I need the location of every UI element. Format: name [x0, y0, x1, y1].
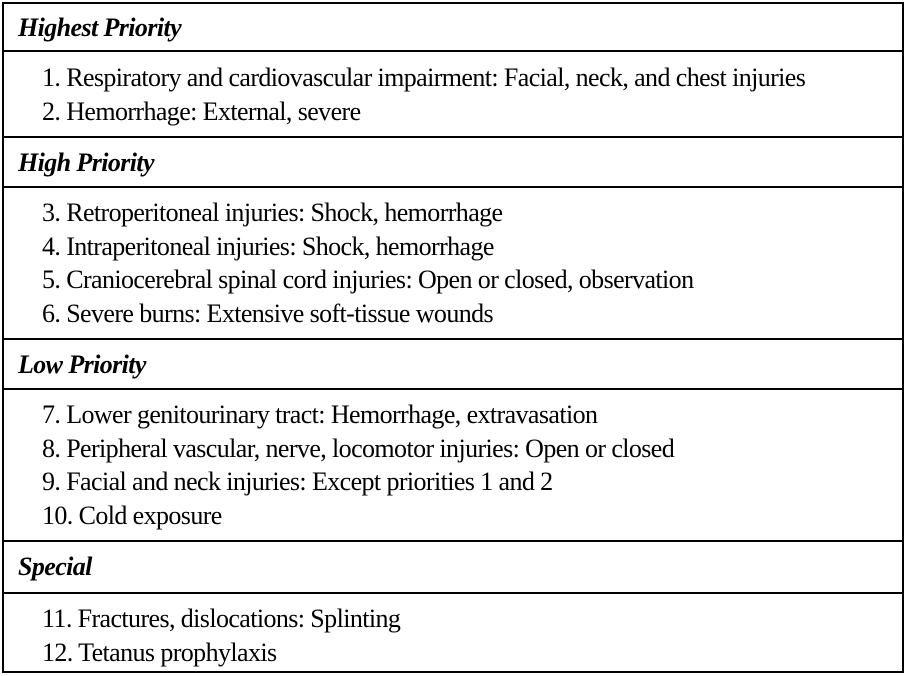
section-body [4, 52, 902, 138]
list-item: 11. Fractures, dislocations: Splinting [42, 604, 401, 633]
list-item: 4. Intraperitoneal injuries: Shock, hemorrhage [42, 231, 494, 261]
section-body [4, 188, 902, 340]
list-item: 1. Respiratory and cardiovascular impairment: Facial, neck, and chest injuries [42, 63, 806, 92]
section-low-priority [4, 340, 902, 542]
section-header: Special [4, 542, 902, 594]
section-header: High Priority [4, 138, 902, 188]
list-item: 10. Cold exposure [42, 500, 222, 530]
list-item: 8. Peripheral vascular, nerve, locomotor injuries: Open or closed [42, 433, 675, 463]
priority-table [2, 2, 904, 673]
list-item: 3. Retroperitoneal injuries: Shock, hemorrhage [42, 198, 503, 227]
section-special [4, 542, 902, 673]
section-body [4, 594, 902, 673]
list-item: 12. Tetanus prophylaxis [42, 637, 277, 667]
list-item: 6. Severe burns: Extensive soft-tissue wounds [42, 298, 494, 328]
section-header: Highest Priority [4, 4, 902, 52]
section-highest-priority [4, 4, 902, 138]
list-item: 9. Facial and neck injuries: Except priorities 1 and 2 [42, 467, 553, 496]
section-high-priority [4, 138, 902, 340]
section-body [4, 390, 902, 542]
list-item: 7. Lower genitourinary tract: Hemorrhage, extravasation [42, 400, 598, 429]
section-header: Low Priority [4, 340, 902, 390]
list-item: 2. Hemorrhage: External, severe [42, 96, 361, 126]
list-item: 5. Craniocerebral spinal cord injuries: Open or closed, observation [42, 265, 694, 294]
